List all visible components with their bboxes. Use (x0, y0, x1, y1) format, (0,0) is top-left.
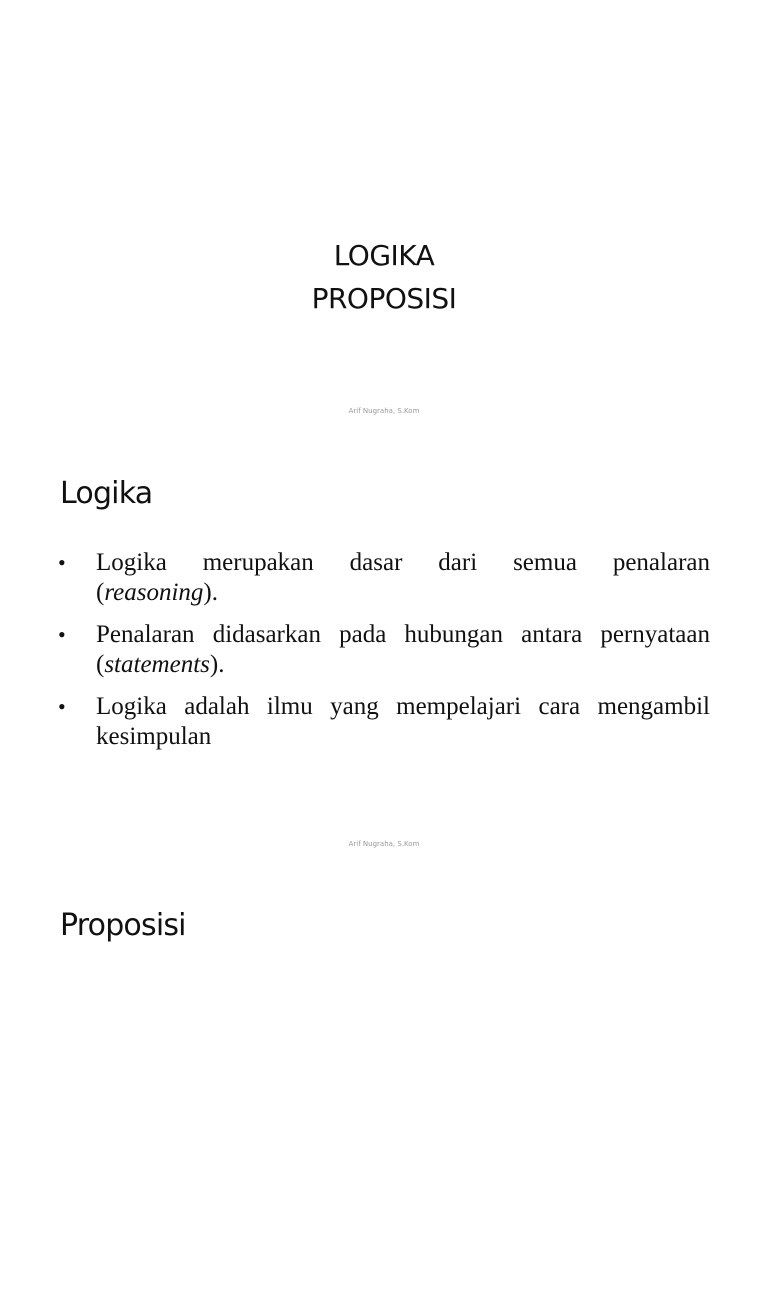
bullet-text-paren-open: ( (96, 579, 105, 606)
slide-logika (0, 432, 768, 864)
bullet-list (58, 548, 710, 764)
slide-footer-author: Arif Nugraha, S.Kom (348, 840, 420, 848)
bullet-item (58, 548, 710, 608)
title-line-proposisi: PROPOSISI (311, 282, 457, 315)
bullet-icon: • (58, 694, 66, 719)
slide-proposisi (0, 864, 768, 1296)
slide-footer-author: Arif Nugraha, S.Kom (348, 407, 420, 415)
title-line-logika: LOGIKA (333, 239, 435, 272)
slide-heading: Logika (60, 476, 153, 511)
bullet-text-paren-open: ( (96, 651, 105, 678)
bullet-text-line1: Logika adalah ilmu yang mempelajari cara mengambil (96, 693, 710, 720)
bullet-icon: • (58, 622, 66, 647)
bullet-text-line1: Logika merupakan dasar dari semua penalaran (96, 549, 710, 576)
bullet-text-paren-close: ). (203, 579, 218, 606)
bullet-icon: • (58, 550, 66, 575)
bullet-text-italic: reasoning (104, 579, 204, 606)
bullet-item (58, 692, 710, 752)
slide-heading: Proposisi (60, 908, 186, 943)
slide-title-text (0, 234, 768, 320)
slide-title (0, 0, 768, 432)
bullet-text-line1: Penalaran didasarkan pada hubungan antara pernyataan (96, 621, 710, 648)
bullet-item (58, 620, 710, 680)
bullet-text-italic: statements (104, 651, 210, 678)
bullet-text-paren-close: ). (209, 651, 225, 678)
bullet-text-line2: kesimpulan (96, 723, 212, 750)
